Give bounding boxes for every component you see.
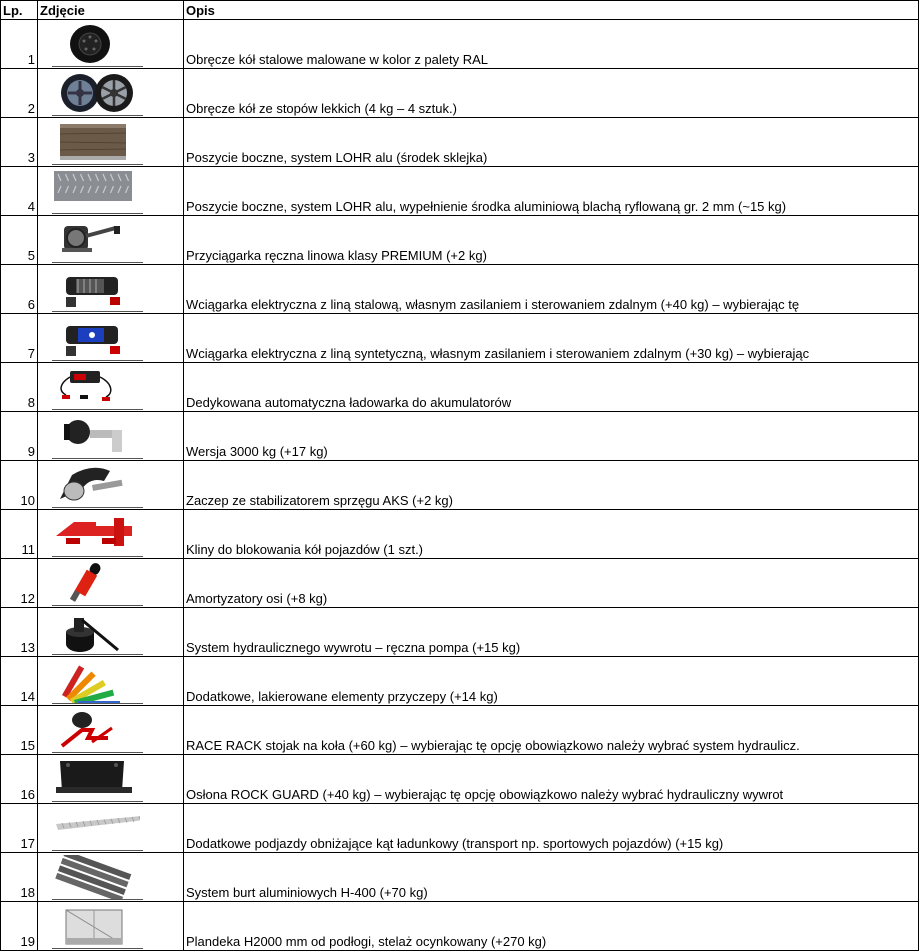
row-photo (38, 559, 184, 608)
photo-divider (52, 654, 143, 655)
table-row (1, 510, 919, 559)
table-row (1, 608, 919, 657)
row-number: 11 (1, 510, 38, 559)
row-description: Dodatkowe, lakierowane elementy przyczepy (+14 kg) (184, 657, 919, 706)
table-row (1, 804, 919, 853)
header-lp: Lp. (1, 1, 38, 20)
table-row (1, 559, 919, 608)
row-description: Obręcze kół ze stopów lekkich (4 kg – 4 sztuk.) (184, 69, 919, 118)
row-number: 8 (1, 363, 38, 412)
table-row (1, 167, 919, 216)
row-description: Poszycie boczne, system LOHR alu (środek sklejka) (184, 118, 919, 167)
row-number: 14 (1, 657, 38, 706)
table-row (1, 20, 919, 69)
row-description: Amortyzatory osi (+8 kg) (184, 559, 919, 608)
row-description: Zaczep ze stabilizatorem sprzęgu AKS (+2 kg) (184, 461, 919, 510)
row-description: Wciągarka elektryczna z liną stalową, własnym zasilaniem i sterowaniem zdalnym (+40 kg) – wybierając tę (184, 265, 919, 314)
coupling-icon (52, 414, 140, 458)
alloy-wheels-icon (52, 71, 140, 115)
row-description: Osłona ROCK GUARD (+40 kg) – wybierając tę opcję obowiązkowo należy wybrać hydrauliczny wywrot (184, 755, 919, 804)
row-description: Kliny do blokowania kół pojazdów (1 szt.) (184, 510, 919, 559)
photo-divider (52, 66, 143, 67)
tarpaulin-frame-icon (52, 904, 140, 948)
row-photo (38, 608, 184, 657)
table-row (1, 657, 919, 706)
row-photo (38, 118, 184, 167)
row-description: Plandeka H2000 mm od podłogi, stelaż ocynkowany (+270 kg) (184, 902, 919, 951)
header-photo: Zdjęcie (38, 1, 184, 20)
table-row (1, 461, 919, 510)
photo-divider (52, 360, 143, 361)
photo-divider (52, 213, 143, 214)
row-number: 6 (1, 265, 38, 314)
table-row (1, 412, 919, 461)
row-number: 19 (1, 902, 38, 951)
row-number: 10 (1, 461, 38, 510)
table-row (1, 853, 919, 902)
battery-charger-icon (52, 365, 140, 409)
row-photo (38, 657, 184, 706)
row-number: 2 (1, 69, 38, 118)
row-photo (38, 461, 184, 510)
row-photo (38, 755, 184, 804)
row-photo (38, 412, 184, 461)
table-row (1, 216, 919, 265)
electric-winch-icon (52, 267, 140, 311)
photo-divider (52, 262, 143, 263)
photo-divider (52, 605, 143, 606)
row-number: 15 (1, 706, 38, 755)
row-photo (38, 265, 184, 314)
row-photo (38, 314, 184, 363)
row-number: 13 (1, 608, 38, 657)
row-photo (38, 804, 184, 853)
row-photo (38, 902, 184, 951)
photo-divider (52, 311, 143, 312)
row-description: RACE RACK stojak na koła (+60 kg) – wybierając tę opcję obowiązkowo należy wybrać system hydraulicz. (184, 706, 919, 755)
rock-guard-icon (52, 757, 140, 801)
row-photo (38, 216, 184, 265)
row-number: 9 (1, 412, 38, 461)
photo-divider (52, 752, 143, 753)
hydraulic-pump-icon (52, 610, 140, 654)
row-number: 16 (1, 755, 38, 804)
loading-ramp-icon (52, 806, 140, 850)
wheel-chock-icon (52, 512, 140, 556)
row-description: Dedykowana automatyczna ładowarka do akumulatorów (184, 363, 919, 412)
plywood-panel-icon (52, 120, 140, 164)
photo-divider (52, 899, 143, 900)
row-number: 12 (1, 559, 38, 608)
row-description: Wersja 3000 kg (+17 kg) (184, 412, 919, 461)
photo-divider (52, 458, 143, 459)
hand-winch-icon (52, 218, 140, 262)
row-description: Dodatkowe podjazdy obniżające kąt ładunkowy (transport np. sportowych pojazdów) (+15 kg) (184, 804, 919, 853)
shock-absorber-icon (52, 561, 140, 605)
color-swatch-icon (52, 659, 140, 703)
header-description: Opis (184, 1, 919, 20)
row-number: 7 (1, 314, 38, 363)
row-description: Obręcze kół stalowe malowane w kolor z palety RAL (184, 20, 919, 69)
photo-divider (52, 164, 143, 165)
row-number: 17 (1, 804, 38, 853)
row-number: 18 (1, 853, 38, 902)
photo-divider (52, 115, 143, 116)
race-rack-icon (52, 708, 140, 752)
row-number: 1 (1, 20, 38, 69)
row-description: System burt aluminiowych H-400 (+70 kg) (184, 853, 919, 902)
row-photo (38, 363, 184, 412)
table-row (1, 69, 919, 118)
photo-divider (52, 948, 143, 949)
row-number: 5 (1, 216, 38, 265)
row-description: Przyciągarka ręczna linowa klasy PREMIUM (+2 kg) (184, 216, 919, 265)
table-row (1, 118, 919, 167)
photo-divider (52, 556, 143, 557)
row-description: Wciągarka elektryczna z liną syntetyczną, własnym zasilaniem i sterowaniem zdalnym (+30 kg) – wybierając (184, 314, 919, 363)
row-photo (38, 167, 184, 216)
table-row (1, 265, 919, 314)
row-photo (38, 853, 184, 902)
stabilizer-hitch-icon (52, 463, 140, 507)
table-row (1, 314, 919, 363)
photo-divider (52, 409, 143, 410)
table-row (1, 706, 919, 755)
steel-wheel-icon (52, 22, 140, 66)
row-description: System hydraulicznego wywrotu – ręczna pompa (+15 kg) (184, 608, 919, 657)
row-number: 4 (1, 167, 38, 216)
table-row (1, 363, 919, 412)
electric-winch-blue-icon (52, 316, 140, 360)
header-row (1, 1, 919, 20)
table-row (1, 755, 919, 804)
photo-divider (52, 850, 143, 851)
checker-plate-icon (52, 169, 140, 213)
row-photo (38, 69, 184, 118)
photo-divider (52, 507, 143, 508)
row-photo (38, 510, 184, 559)
row-description: Poszycie boczne, system LOHR alu, wypełnienie środka aluminiową blachą ryflowaną gr. 2 mm (~15 kg) (184, 167, 919, 216)
row-number: 3 (1, 118, 38, 167)
photo-divider (52, 801, 143, 802)
photo-divider (52, 703, 143, 704)
table-row (1, 902, 919, 951)
row-photo (38, 706, 184, 755)
aluminium-sides-icon (52, 855, 140, 899)
row-photo (38, 20, 184, 69)
